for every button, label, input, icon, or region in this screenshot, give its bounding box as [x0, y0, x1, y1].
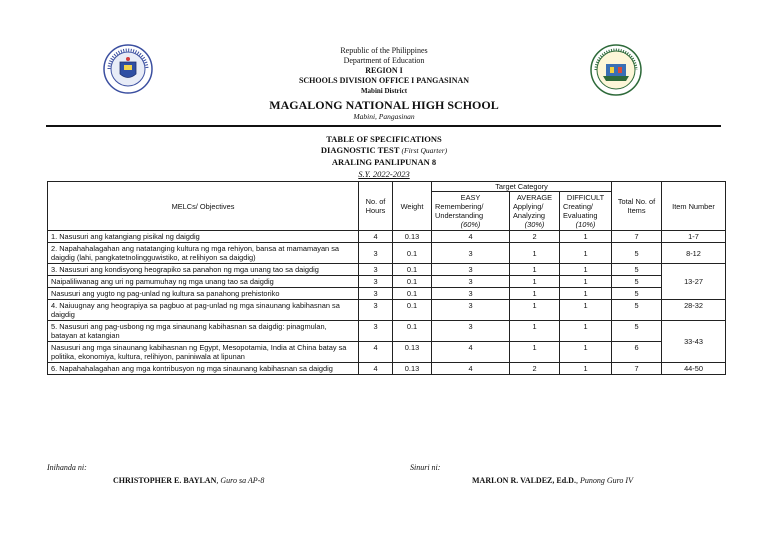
objective-cell: 2. Napahahalagahan ang natatanging kultura ng mga rehiyon, bansa at mamamayan sa daigdig (lahi, pangkatetnolingguwistiko, at relihiyon sa daigdig) — [48, 243, 359, 264]
region-line: REGION I — [365, 66, 403, 75]
hours-cell: 3 — [359, 276, 393, 288]
difficult-cell: 1 — [560, 321, 612, 342]
hours-cell: 4 — [359, 363, 393, 375]
prepared-by-signatory: CHRISTOPHER E. BAYLAN, Guro sa AP-8 — [113, 476, 265, 485]
item-number-cell: 13-27 — [662, 264, 726, 300]
total-cell: 5 — [612, 300, 662, 321]
average-cell: 1 — [510, 300, 560, 321]
difficult-header: DIFFICULT Creating/ Evaluating (10%) — [560, 192, 612, 231]
difficult-cell: 1 — [560, 288, 612, 300]
item-number-cell: 1-7 — [662, 231, 726, 243]
hours-cell: 3 — [359, 288, 393, 300]
school-year: S.Y. 2022-2023 — [358, 169, 410, 179]
hours-cell: 3 — [359, 264, 393, 276]
table-row — [48, 300, 726, 321]
weight-cell: 0.1 — [393, 243, 432, 264]
target-category-header: Target Category — [432, 182, 612, 192]
average-cell: 1 — [510, 342, 560, 363]
hours-cell: 3 — [359, 300, 393, 321]
easy-cell: 4 — [432, 363, 510, 375]
weight-cell: 0.13 — [393, 231, 432, 243]
hours-cell: 3 — [359, 243, 393, 264]
header-rule — [46, 125, 721, 127]
total-cell: 5 — [612, 243, 662, 264]
difficult-cell: 1 — [560, 363, 612, 375]
subject-line: ARALING PANLIPUNAN 8 — [331, 157, 437, 167]
item-number-cell: 28-32 — [662, 300, 726, 321]
division-line: SCHOOLS DIVISION OFFICE I PANGASINAN — [298, 76, 470, 85]
easy-cell: 3 — [432, 321, 510, 342]
weight-header: Weight — [393, 182, 432, 231]
weight-cell: 0.13 — [393, 342, 432, 363]
difficult-cell: 1 — [560, 264, 612, 276]
table-row — [48, 231, 726, 243]
weight-cell: 0.1 — [393, 321, 432, 342]
total-cell: 7 — [612, 231, 662, 243]
total-cell: 7 — [612, 363, 662, 375]
weight-cell: 0.1 — [393, 288, 432, 300]
item-number-cell: 33-43 — [662, 321, 726, 363]
total-cell: 5 — [612, 288, 662, 300]
easy-header: EASY Remembering/ Understanding (60%) — [432, 192, 510, 231]
hours-header: No. of Hours — [359, 182, 393, 231]
objective-cell: Naipaliliwanag ang uri ng pamumuhay ng mga unang tao sa daigdig — [48, 276, 359, 288]
average-cell: 1 — [510, 288, 560, 300]
doc-subtitle: DIAGNOSTIC TEST (First Quarter) — [320, 145, 448, 155]
easy-cell: 3 — [432, 276, 510, 288]
republic-line: Republic of the Philippines — [340, 46, 428, 55]
table-row — [48, 243, 726, 264]
easy-cell: 3 — [432, 300, 510, 321]
weight-cell: 0.1 — [393, 300, 432, 321]
hours-cell: 3 — [359, 321, 393, 342]
table-row — [48, 264, 726, 276]
difficult-cell: 1 — [560, 300, 612, 321]
table-row — [48, 342, 726, 363]
item-number-header: Item Number — [662, 182, 726, 231]
objective-cell: 3. Nasusuri ang kondisyong heograpiko sa panahon ng mga unang tao sa daigdig — [48, 264, 359, 276]
average-cell: 1 — [510, 243, 560, 264]
hours-cell: 4 — [359, 342, 393, 363]
easy-cell: 4 — [432, 342, 510, 363]
total-items-header: Total No. of Items — [612, 182, 662, 231]
total-cell: 5 — [612, 264, 662, 276]
objective-cell: 6. Napahahalagahan ang mga kontribusyon ng mga sinaunang kabihasnan sa daigdig — [48, 363, 359, 375]
checked-by-label: Sinuri ni: — [410, 463, 441, 472]
average-cell: 1 — [510, 276, 560, 288]
average-cell: 2 — [510, 363, 560, 375]
difficult-cell: 1 — [560, 243, 612, 264]
easy-cell: 3 — [432, 264, 510, 276]
item-number-cell: 8-12 — [662, 243, 726, 264]
school-address: Mabini, Pangasinan — [353, 112, 415, 121]
average-cell: 1 — [510, 321, 560, 342]
objective-cell: 4. Naiuugnay ang heograpiya sa pagbuo at pag-unlad ng mga sinaunang kabihasnan sa daigdig — [48, 300, 359, 321]
average-cell: 2 — [510, 231, 560, 243]
total-cell: 5 — [612, 276, 662, 288]
district-line: Mabini District — [360, 87, 408, 95]
difficult-cell: 1 — [560, 231, 612, 243]
weight-cell: 0.1 — [393, 276, 432, 288]
total-cell: 5 — [612, 321, 662, 342]
specifications-table — [47, 181, 726, 375]
difficult-cell: 1 — [560, 342, 612, 363]
weight-cell: 0.13 — [393, 363, 432, 375]
objective-cell: Nasusuri ang yugto ng pag-unlad ng kultura sa panahong prehistoriko — [48, 288, 359, 300]
average-cell: 1 — [510, 264, 560, 276]
table-row — [48, 321, 726, 342]
table-row — [48, 276, 726, 288]
objective-cell: Nasusuri ang mga sinaunang kabihasnan ng Egypt, Mesopotamia, India at China batay sa politika, ekonomiya, kultura, relihiyon, paniniwala at lipunan — [48, 342, 359, 363]
deped-line: Department of Education — [343, 56, 425, 65]
total-cell: 6 — [612, 342, 662, 363]
doc-title: TABLE OF SPECIFICATIONS — [326, 134, 442, 144]
hours-cell: 4 — [359, 231, 393, 243]
difficult-cell: 1 — [560, 276, 612, 288]
checked-by-signatory: MARLON R. VALDEZ, Ed.D., Punong Guro IV — [472, 476, 633, 485]
average-header: AVERAGE Applying/ Analyzing (30%) — [510, 192, 560, 231]
table-row — [48, 288, 726, 300]
easy-cell: 3 — [432, 288, 510, 300]
melcs-header: MELCs/ Objectives — [48, 182, 359, 231]
school-name: MAGALONG NATIONAL HIGH SCHOOL — [269, 98, 499, 112]
objective-cell: 5. Nasusuri ang pag-usbong ng mga sinaunang kabihasnan sa daigdig: pinagmulan, batayan at katangian — [48, 321, 359, 342]
table-row — [48, 363, 726, 375]
item-number-cell: 44-50 — [662, 363, 726, 375]
prepared-by-label: Inihanda ni: — [47, 463, 87, 472]
objective-cell: 1. Nasusuri ang katangiang pisikal ng daigdig — [48, 231, 359, 243]
weight-cell: 0.1 — [393, 264, 432, 276]
easy-cell: 4 — [432, 231, 510, 243]
easy-cell: 3 — [432, 243, 510, 264]
